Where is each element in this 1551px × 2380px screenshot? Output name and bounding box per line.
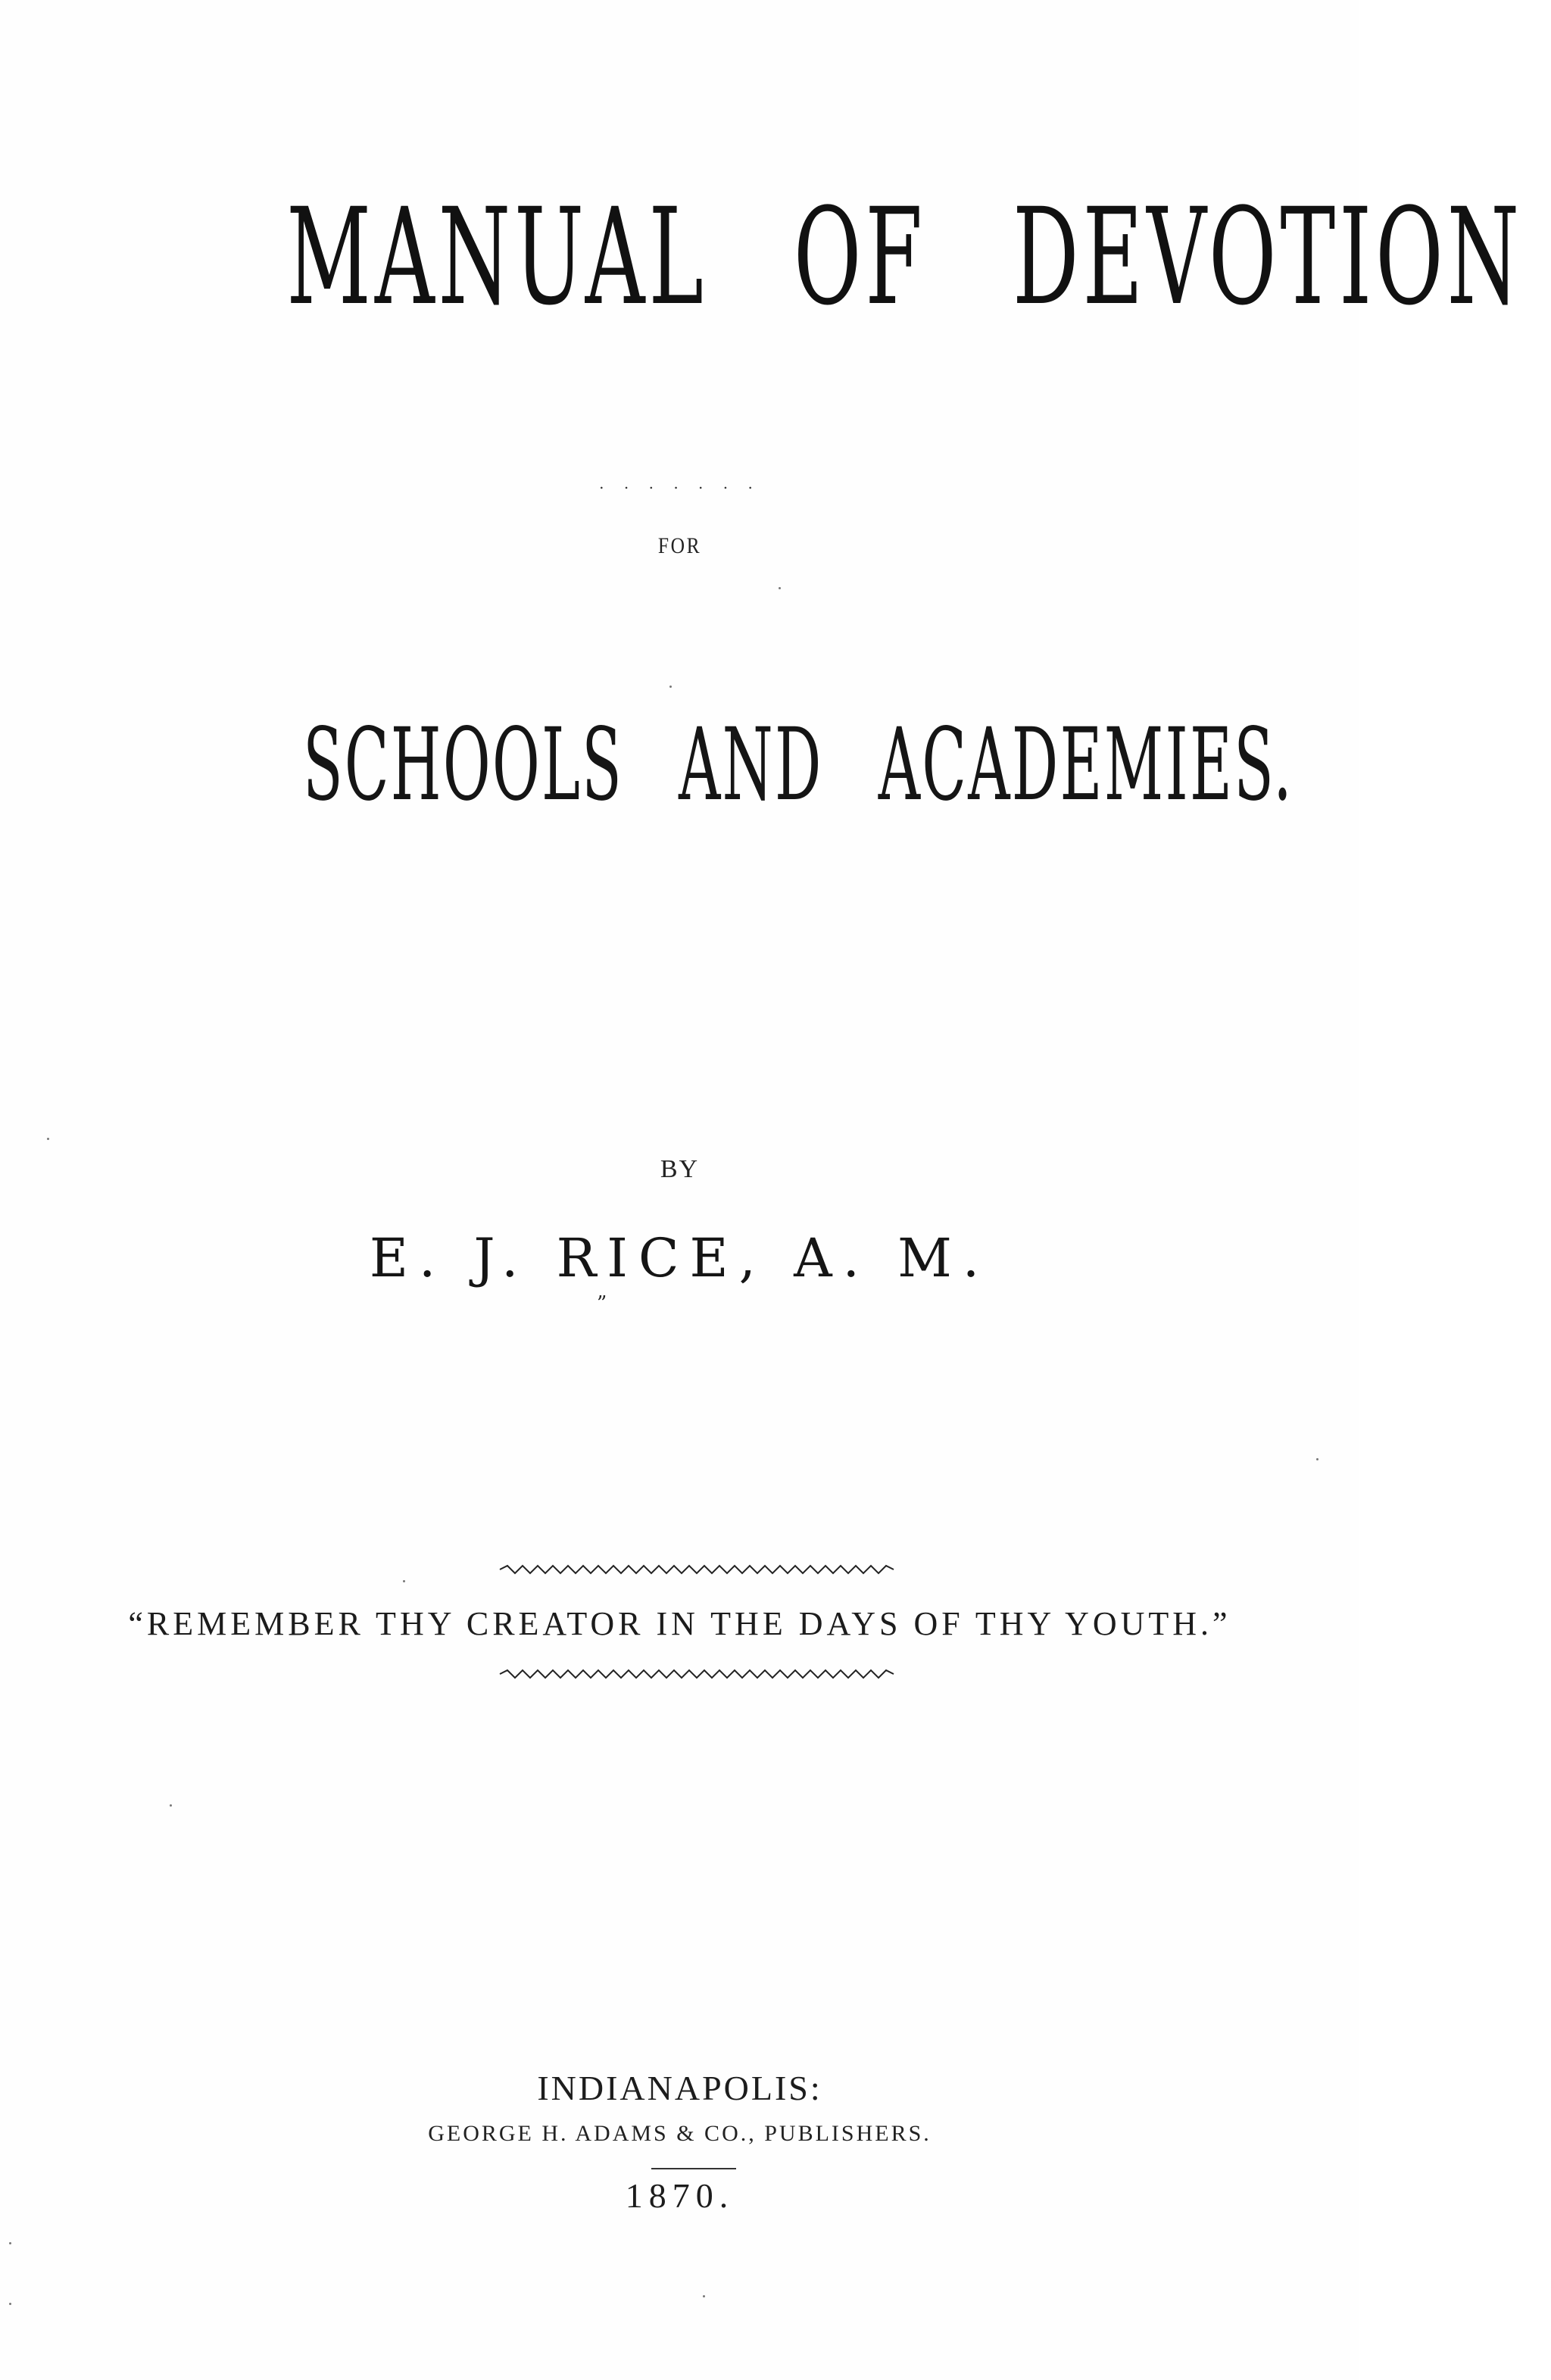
print-speck [669,686,672,688]
title-word-1: MANUAL [286,180,707,335]
print-speck [9,2303,11,2305]
title-word-3: DEVOTION [1013,180,1524,335]
by-label: BY [660,1155,700,1183]
subtitle-word-1: SCHOOLS [303,707,624,823]
imprint-year: 1870. [625,2176,735,2215]
print-speck [170,1804,172,1807]
ornamental-dots: . . . . . . . [599,474,760,492]
print-speck [703,2295,705,2297]
title-word-2: OF [793,180,927,335]
for-label: FOR [657,533,702,558]
subtitle-word-2: AND [679,707,823,823]
book-subtitle [286,707,1294,823]
imprint-rule [651,2168,736,2169]
print-speck [1316,1458,1319,1460]
epigraph-quote: “REMEMBER THY CREATOR IN THE DAYS OF THY YOUTH.” [128,1605,1231,1642]
wavy-rule-top [500,1563,894,1576]
print-speck [9,2242,11,2244]
printer-mark: ” [597,1292,607,1315]
author-name: E. J. RICE, A. M. [369,1227,991,1289]
imprint-place: INDIANAPOLIS: [537,2069,822,2107]
subtitle-word-3: ACADEMIES. [878,707,1294,823]
print-speck [47,1138,49,1140]
imprint-publisher: GEORGE H. ADAMS & CO., PUBLISHERS. [428,2121,932,2146]
book-title [258,180,1524,335]
print-speck [779,587,781,589]
wavy-rule-bottom [500,1668,894,1680]
print-speck [403,1580,405,1582]
